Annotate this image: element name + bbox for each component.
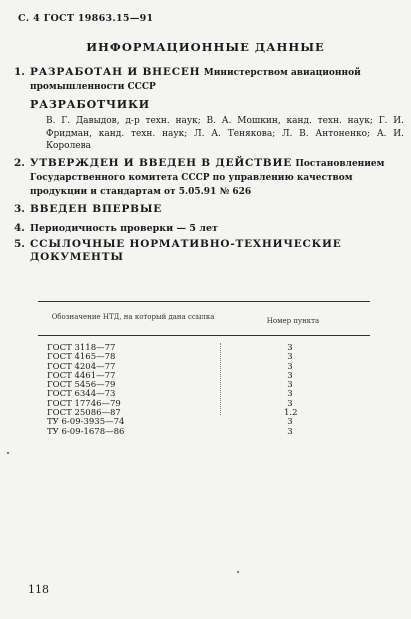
section-2-text: Постановлением Государственного комитета СССР по управлению качеством продукции и стандартам от 5.05.91 № 626 [30, 159, 385, 197]
section-3-heading: ВВЕДЕН ВПЕРВЫЕ [30, 203, 163, 215]
table-row [38, 352, 370, 361]
page-title: ИНФОРМАЦИОННЫЕ ДАННЫЕ [86, 40, 325, 54]
row-point: 3 [287, 361, 293, 372]
section-1-text: Министерством авиационной промышленности СССР [30, 68, 361, 92]
section-2-number: 2. [14, 157, 25, 169]
row-document: ТУ 6-09-1678—86 [47, 426, 125, 437]
table-header-point: Номер пункта [266, 317, 320, 325]
table-header-document: Обозначение НТД, на который дана ссылка [51, 313, 215, 321]
section-1-number: 1. [14, 66, 25, 78]
row-point: 3 [287, 343, 293, 353]
section-1 [30, 66, 400, 94]
row-document: ГОСТ 25086—87 [47, 408, 121, 419]
section-3-number: 3. [14, 203, 25, 215]
developers-list: В. Г. Давыдов, д-р техн. наук; В. А. Мошкин, канд. техн. наук; Г. И. Фридман, канд. техн. наук; Л. А. Тенякова; Л. В. Антоненко; А. И. Королева [46, 116, 404, 151]
page-header: С. 4 ГОСТ 19863.15—91 [18, 13, 154, 24]
section-5-heading: ССЫЛОЧНЫЕ НОРМАТИВНО-ТЕХНИЧЕСКИЕ ДОКУМЕНТЫ [30, 238, 342, 263]
row-point: 3 [287, 380, 293, 391]
section-1-heading: РАЗРАБОТАН И ВНЕСЕН [30, 66, 201, 78]
page-number: 118 [28, 583, 49, 596]
row-document: ТУ 6-09-3935—74 [47, 417, 125, 428]
section-3 [30, 203, 400, 216]
row-document: ГОСТ 3118—77 [47, 343, 116, 353]
row-document: ГОСТ 6344—73 [47, 389, 116, 400]
row-document: ГОСТ 4165—78 [47, 352, 116, 363]
table-row [38, 399, 370, 408]
section-4-number: 4. [14, 222, 25, 234]
row-point: 1.2 [284, 408, 298, 419]
section-4 [30, 222, 400, 235]
row-point: 3 [287, 417, 293, 428]
row-document: ГОСТ 4204—77 [47, 361, 116, 372]
scan-speck [7, 452, 9, 454]
scan-speck [237, 571, 239, 573]
section-5-number: 5. [14, 238, 25, 250]
table-body [38, 343, 370, 436]
row-document: ГОСТ 17746—79 [47, 398, 121, 409]
table-row [38, 371, 370, 380]
section-5 [30, 238, 385, 264]
table-row [38, 427, 370, 436]
table-top-rule [38, 301, 370, 302]
section-4-text: Периодичность проверки — 5 лет [30, 223, 218, 234]
section-2-heading: УТВЕРЖДЕН И ВВЕДЕН В ДЕЙСТВИЕ [30, 157, 293, 169]
row-point: 3 [287, 398, 293, 409]
row-point: 3 [287, 370, 293, 381]
row-point: 3 [287, 426, 293, 437]
row-document: ГОСТ 4461—77 [47, 370, 116, 381]
table-row [38, 389, 370, 398]
table-row [38, 417, 370, 426]
table-row [38, 362, 370, 371]
table-row [38, 408, 370, 417]
table-row [38, 343, 370, 352]
table-row [38, 380, 370, 389]
row-document: ГОСТ 5456—79 [47, 380, 116, 391]
table-header-rule [38, 335, 370, 336]
row-point: 3 [287, 389, 293, 400]
section-2 [30, 157, 400, 199]
developers-heading: РАЗРАБОТЧИКИ [30, 98, 150, 111]
row-point: 3 [287, 352, 293, 363]
